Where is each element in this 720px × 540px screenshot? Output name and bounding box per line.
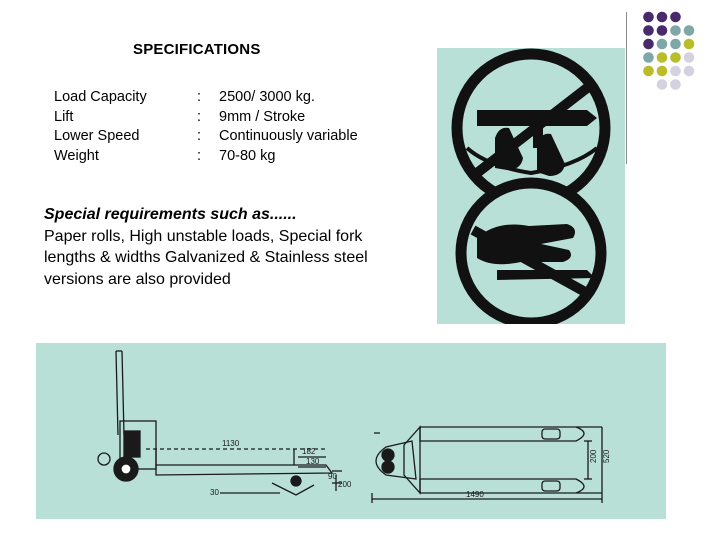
spec-colon: : [197,108,202,125]
dim-520: 520 [602,449,611,463]
dim-1490: 1490 [466,490,484,499]
dim-200: 200 [338,480,352,489]
dim-30: 30 [210,488,219,497]
decorative-dot [643,25,654,36]
decorative-dot [643,39,654,50]
decorative-dot [657,39,668,50]
special-requirements-heading: Special requirements such as...... [44,206,297,223]
spec-value: 9mm / Stroke [219,108,306,125]
dim-1130: 1130 [222,439,240,448]
decorative-dot [684,39,695,50]
page-title: SPECIFICATIONS [133,41,261,58]
dim-90: 90 [328,472,337,481]
decorative-dot [684,66,695,77]
spec-value: 2500/ 3000 kg. [219,89,315,105]
spec-label: Lower Speed [54,128,140,144]
technical-drawing-panel [36,343,666,519]
decorative-dot [643,12,654,23]
decorative-dot [670,25,681,36]
safety-pictogram-panel [437,48,625,324]
spec-value: Continuously variable [219,128,358,144]
no-hands-on-forks-icon [461,183,601,323]
decorative-dot [670,66,681,77]
decorative-dot [684,25,695,36]
spec-label: Lift [54,108,74,125]
decorative-dot [657,52,668,63]
decorative-dot [643,52,654,63]
spec-colon: : [197,128,202,144]
plan-view-drawing [372,427,602,503]
special-requirements-body: Paper rolls, High unstable loads, Special fork lengths & widths Galvanized & Stainless steel versions are also provided [44,227,368,288]
spec-colon: : [197,89,202,105]
decorative-dot [684,52,695,63]
decorative-dot [670,39,681,50]
decorative-dot [657,12,668,23]
dim-130: 130 [306,457,320,466]
decorative-dot [657,66,668,77]
spec-label: Weight [54,147,99,164]
decorative-dot [670,79,681,90]
decorative-dot [657,79,668,90]
decorative-dot [643,66,654,77]
spec-value: 70-80 kg [219,147,276,164]
dim-182: 182 [302,447,316,456]
vertical-divider [626,12,627,164]
dim-200b: 200 [589,449,598,463]
spec-colon: : [197,147,202,164]
decorative-dot [670,12,681,23]
decorative-dot [670,52,681,63]
special-requirements [44,204,384,290]
spec-label: Load Capacity [54,89,147,105]
decorative-dot [657,25,668,36]
side-view-drawing [98,351,342,495]
